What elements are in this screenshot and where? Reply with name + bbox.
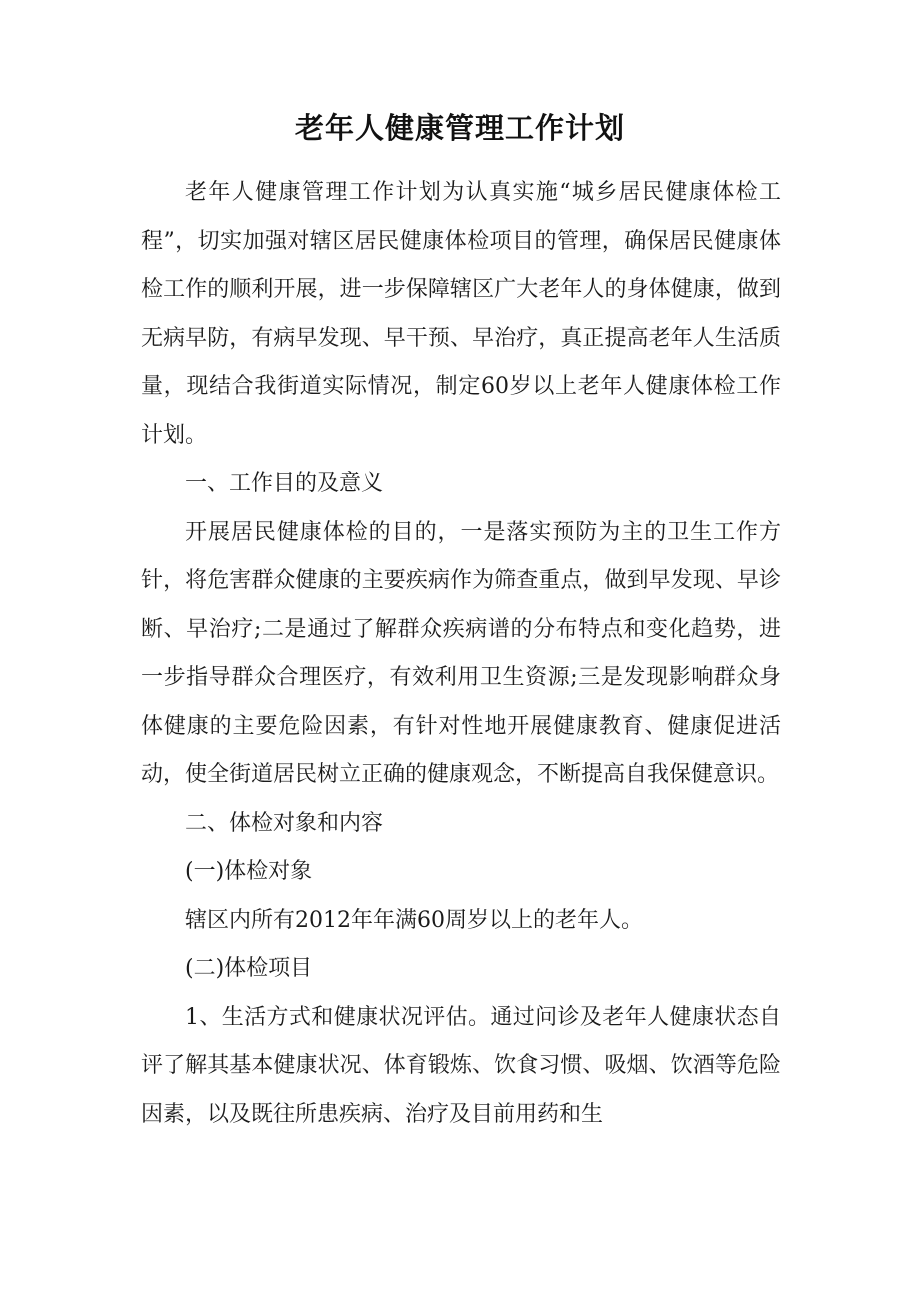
section-heading-purpose: 一、工作目的及意义	[185, 471, 384, 496]
paragraph-intro: 老年人健康管理工作计划为认真实施“城乡居民健康体检工程”，切实加强对辖区居民健康体检项目的管理，确保居民健康体检工作的顺利开展，进一步保障辖区广大老年人的身体健康，做到无病早防，有病早发现、早干预、早治疗，真正提高老年人生活质量，现结合我街道实际情况，制定60岁以上老年人健康体检工作计划。	[141, 180, 781, 448]
paragraph-purpose: 开展居民健康体检的目的，一是落实预防为主的卫生工作方针，将危害群众健康的主要疾病作为筛查重点，做到早发现、早诊断、早治疗;二是通过了解群众疾病谱的分布特点和变化趋势，进一步指导群众合理医疗，有效利用卫生资源;三是发现影响群众身体健康的主要危险因素，有针对性地开展健康教育、健康促进活动，使全街道居民树立正确的健康观念，不断提高自我保健意识。	[141, 519, 781, 787]
section-heading-targets-content: 二、体检对象和内容	[185, 810, 384, 836]
document-body	[141, 169, 781, 1139]
document-title: 老年人健康管理工作计划	[294, 111, 625, 145]
paragraph-item-1: 1、生活方式和健康状况评估。通过问诊及老年人健康状态自评了解其基本健康状况、体育锻炼、饮食习惯、吸烟、饮酒等危险因素，以及既往所患疾病、治疗及目前用药和生	[141, 1004, 781, 1127]
paragraph-targets: 辖区内所有2012年年满60周岁以上的老年人。	[185, 907, 643, 933]
subheading-items: (二)体检项目	[185, 956, 313, 981]
subheading-targets: (一)体检对象	[185, 859, 313, 884]
